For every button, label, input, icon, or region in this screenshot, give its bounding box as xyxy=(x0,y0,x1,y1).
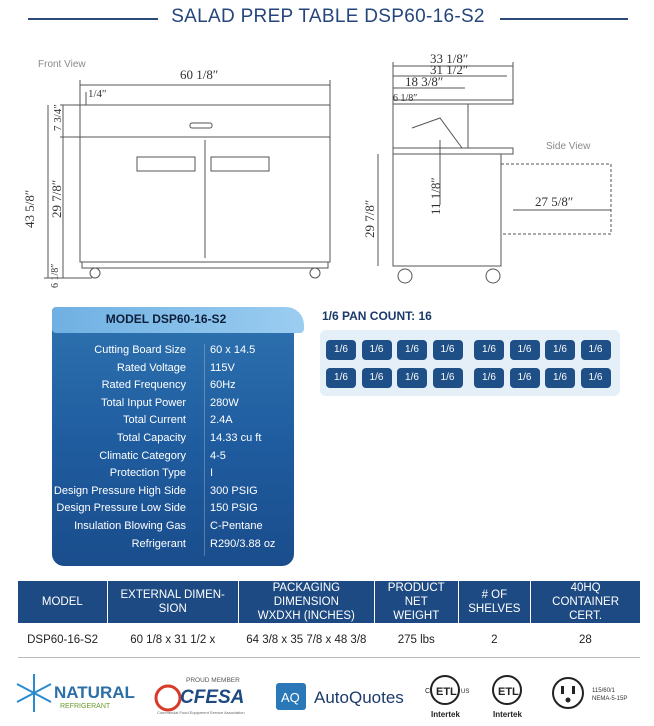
spec-row xyxy=(52,520,294,538)
spec-label: Design Pressure Low Side xyxy=(56,502,186,515)
spec-value: 4-5 xyxy=(210,449,226,462)
spec-label: Total Current xyxy=(123,414,186,427)
spec-value: 60Hz xyxy=(210,379,236,392)
spec-label: Rated Voltage xyxy=(116,361,186,374)
svg-text:US: US xyxy=(461,689,470,695)
plug-nema: NEMA-5-15P xyxy=(592,696,628,702)
spec-label: Protection Type xyxy=(109,467,186,480)
spec-label: Rated Frequency xyxy=(101,379,186,392)
title-rule-right xyxy=(500,18,628,20)
spec-label: Design Pressure High Side xyxy=(53,484,186,497)
table-header-cell: PRODUCT NET WEIGHT xyxy=(374,581,458,623)
etl2-intertek: Intertek xyxy=(493,710,522,719)
spec-card-tab xyxy=(52,307,304,333)
product-table xyxy=(18,581,640,658)
front-door-handle-left xyxy=(137,157,195,171)
cfesa-swirl-icon xyxy=(156,686,180,710)
pan-slot: 1/6 xyxy=(397,340,427,360)
dim-side-depth-body: 31 1/2″ xyxy=(430,62,469,77)
table-cell: 28 xyxy=(531,623,640,658)
table-row xyxy=(18,623,640,658)
front-door-handle-right xyxy=(211,157,269,171)
spec-row xyxy=(52,379,294,397)
spec-value: R290/3.88 oz xyxy=(210,537,276,550)
pan-slot: 1/6 xyxy=(510,340,540,360)
pan-slot: 1/6 xyxy=(326,368,356,388)
spec-value: C-Pentane xyxy=(210,519,263,532)
dim-front-top-offset: 1/4″ xyxy=(88,88,107,100)
certification-logos xyxy=(0,668,654,724)
pan-slot: 1/6 xyxy=(545,340,575,360)
pan-slot: 1/6 xyxy=(362,368,392,388)
spec-row xyxy=(52,538,294,556)
dim-front-caster: 6 1/8″ xyxy=(50,263,61,288)
pan-slot: 1/6 xyxy=(433,368,463,388)
dim-front-top-height: 7 3/4″ xyxy=(52,104,64,131)
spec-value: 115V xyxy=(210,361,235,374)
etl-sanitation-icon xyxy=(493,676,521,704)
front-lid-handle xyxy=(190,123,212,128)
plug-rating: 115/60/1 xyxy=(592,688,615,694)
pan-layout xyxy=(320,330,620,396)
spec-row xyxy=(52,467,294,485)
dim-side-top-inner: 6 1/8″ xyxy=(393,93,418,104)
dim-side-depth-overall: 33 1/8″ xyxy=(430,51,469,66)
spec-row xyxy=(52,450,294,468)
side-view-label: Side View xyxy=(546,141,591,152)
table-cell: DSP60-16-S2 xyxy=(18,623,107,658)
front-caster-left xyxy=(90,268,100,278)
pan-slot: 1/6 xyxy=(510,368,540,388)
spec-value: 150 PSIG xyxy=(210,502,258,515)
dim-side-body-height: 29 7/8″ xyxy=(362,199,377,238)
aq-name: AutoQuotes xyxy=(314,688,404,707)
side-caster-right xyxy=(486,269,500,283)
side-caster-left xyxy=(398,269,412,283)
aq-mark: AQ xyxy=(281,690,300,705)
spec-value: 280W xyxy=(210,396,239,409)
spec-value: 60 x 14.5 xyxy=(210,344,256,356)
spec-list xyxy=(52,344,294,555)
spec-label: Cutting Board Size xyxy=(94,344,186,356)
front-view-label: Front View xyxy=(38,59,86,70)
table-header-cell: PACKAGING DIMENSION WXDXH (INCHES) xyxy=(238,581,374,623)
table-cell: 64 3/8 x 35 7/8 x 48 3/8 xyxy=(238,623,374,658)
cfesa-member: PROUD MEMBER xyxy=(186,677,240,684)
pan-slot: 1/6 xyxy=(397,368,427,388)
spec-row xyxy=(52,485,294,503)
front-caster-right xyxy=(310,268,320,278)
pan-slot: 1/6 xyxy=(581,368,611,388)
spec-value: 14.33 cu ft xyxy=(210,431,262,444)
page-title: SALAD PREP TABLE DSP60-16-S2 xyxy=(171,6,485,27)
side-cabinet xyxy=(393,154,501,266)
natural-logo-bottom: REFRIGERANT xyxy=(60,703,111,710)
pan-count-title: 1/6 PAN COUNT: 16 xyxy=(322,309,432,323)
spec-value: I xyxy=(210,467,214,480)
title-rule-left xyxy=(28,18,158,20)
spec-row xyxy=(52,414,294,432)
dim-side-side-height: 11 1/8″ xyxy=(428,177,443,215)
technical-drawing xyxy=(0,30,654,300)
table-cell: 2 xyxy=(458,623,531,658)
table-cell: 60 1/8 x 31 1/2 x xyxy=(107,623,238,658)
pan-slot: 1/6 xyxy=(474,340,504,360)
pan-slot: 1/6 xyxy=(362,340,392,360)
etl1-intertek: Intertek xyxy=(431,710,460,719)
spec-row xyxy=(52,397,294,415)
cfesa-sub: Commercial Food Equipment Service Association xyxy=(157,710,245,715)
pan-slot: 1/6 xyxy=(474,368,504,388)
spec-row xyxy=(52,362,294,380)
snowflake-icon xyxy=(17,674,51,712)
spec-label: Refrigerant xyxy=(131,537,186,550)
table-header-cell: 40HQ CONTAINER CERT. xyxy=(531,581,640,623)
spec-card-title: MODEL DSP60-16-S2 xyxy=(105,312,227,326)
spec-label: Insulation Blowing Gas xyxy=(74,519,186,532)
front-top-section xyxy=(80,105,330,137)
pan-slot: 1/6 xyxy=(581,340,611,360)
svg-text:ETL: ETL xyxy=(498,686,519,698)
plug-icon xyxy=(553,678,583,708)
dim-front-total-height: 43 5/8″ xyxy=(22,189,37,228)
spec-value: 2.4A xyxy=(210,414,233,427)
dim-front-width: 60 1/8″ xyxy=(180,67,219,82)
cfesa-name: CFESA xyxy=(180,687,245,708)
pan-slot: 1/6 xyxy=(433,340,463,360)
natural-logo-top: NATURAL xyxy=(54,683,135,702)
table-cell: 275 lbs xyxy=(374,623,458,658)
etl-listed-icon xyxy=(425,676,469,704)
table-header-row xyxy=(18,581,640,623)
dim-side-depth-top: 18 3/8″ xyxy=(405,74,444,89)
table-header-cell: # OF SHELVES xyxy=(458,581,531,623)
pan-slot: 1/6 xyxy=(326,340,356,360)
spec-row xyxy=(52,344,294,362)
svg-text:C: C xyxy=(425,688,431,695)
dim-front-body-height: 29 7/8″ xyxy=(49,179,64,218)
spec-value: 300 PSIG xyxy=(210,484,258,497)
spec-label: Total Capacity xyxy=(116,431,186,444)
spec-label: Climatic Category xyxy=(99,449,186,462)
header xyxy=(0,6,654,30)
spec-row xyxy=(52,432,294,450)
table-header-cell: EXTERNAL DIMEN- SION xyxy=(107,581,238,623)
dim-side-door-swing: 27 5/8″ xyxy=(535,194,574,209)
svg-text:ETL: ETL xyxy=(436,686,457,698)
spec-row xyxy=(52,502,294,520)
pan-slot: 1/6 xyxy=(545,368,575,388)
table-header-cell: MODEL xyxy=(18,581,107,623)
spec-label: Total Input Power xyxy=(101,396,186,409)
